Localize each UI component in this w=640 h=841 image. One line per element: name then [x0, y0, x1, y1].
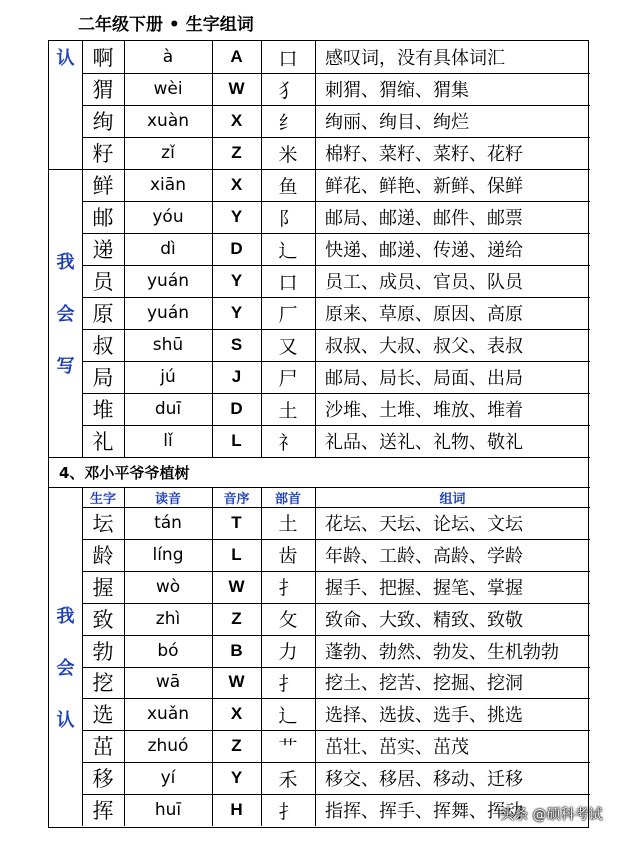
cell-words: 移交、移居、移动、迁移 — [325, 769, 523, 791]
cell-pinyin: yóu — [152, 207, 184, 227]
cell-char: 猬 — [92, 78, 114, 102]
cell-radical: 力 — [278, 641, 298, 664]
cell-char: 移 — [92, 767, 114, 792]
cell-char: 致 — [92, 607, 114, 632]
column-header-pinyin: 读音 — [154, 491, 181, 507]
cell-char: 鲜 — [92, 174, 114, 198]
cell-radical: 扌 — [278, 800, 298, 823]
lesson-title: 4、邓小平爷爷植树 — [59, 463, 190, 482]
cell-letter: L — [231, 544, 242, 564]
cell-char: 原 — [92, 302, 114, 326]
cell-char: 堆 — [92, 398, 114, 422]
cell-letter: Y — [230, 207, 243, 226]
cell-letter: J — [231, 367, 242, 386]
cell-letter: L — [231, 431, 242, 450]
cell-radical: 礻 — [278, 431, 298, 454]
cell-radical: 辶 — [278, 704, 298, 727]
cell-char: 坛 — [92, 511, 114, 536]
cell-char: 叔 — [92, 334, 114, 358]
cell-pinyin: zhì — [155, 608, 181, 629]
cell-letter: X — [230, 111, 243, 130]
column-divider — [212, 487, 213, 826]
column-divider — [315, 487, 316, 826]
cell-pinyin: bó — [157, 640, 179, 661]
cell-radical: 又 — [278, 335, 298, 358]
cell-pinyin: wā — [155, 672, 181, 693]
column-header-radical: 部首 — [274, 491, 301, 507]
column-divider — [124, 487, 125, 826]
cell-letter: Z — [231, 143, 242, 162]
cell-radical: 口 — [278, 47, 298, 70]
cell-letter: W — [228, 576, 245, 596]
cell-radical: 尸 — [278, 367, 298, 390]
cell-letter: T — [231, 512, 242, 532]
cell-words: 年龄、工龄、高龄、学龄 — [325, 545, 523, 567]
cell-pinyin: zǐ — [161, 143, 175, 163]
column-divider — [124, 41, 125, 457]
cell-radical: 扌 — [278, 577, 298, 600]
cell-pinyin: yuán — [146, 303, 190, 323]
cell-words: 棉籽、菜籽、菜籽、花籽 — [325, 144, 523, 165]
column-divider — [82, 487, 83, 826]
cell-letter: S — [230, 335, 243, 354]
column-header-char: 生字 — [89, 491, 116, 507]
cell-words: 礼品、送礼、礼物、敬礼 — [325, 432, 523, 453]
cell-letter: D — [230, 239, 243, 258]
cell-words: 花坛、天坛、论坛、文坛 — [325, 513, 523, 535]
cell-letter: A — [230, 47, 243, 66]
cell-words: 快递、邮递、传递、递给 — [325, 240, 523, 261]
cell-radical: 犭 — [278, 79, 298, 102]
cell-pinyin: wèi — [153, 79, 183, 99]
cell-letter: Y — [230, 768, 243, 788]
cell-radical: 纟 — [278, 111, 298, 134]
vocabulary-table — [48, 40, 589, 828]
cell-char: 勃 — [92, 639, 114, 664]
cell-words: 茁壮、茁实、茁茂 — [325, 737, 469, 759]
cell-letter: X — [230, 704, 243, 724]
cell-char: 选 — [92, 703, 114, 728]
cell-char: 啊 — [92, 46, 114, 70]
cell-words: 挖土、挖苦、挖掘、挖洞 — [325, 673, 523, 695]
cell-char: 握 — [92, 575, 114, 600]
cell-char: 邮 — [92, 206, 114, 230]
cell-radical: 口 — [278, 271, 298, 294]
cell-char: 绚 — [92, 110, 114, 134]
cell-words: 沙堆、土堆、堆放、堆着 — [325, 400, 523, 421]
cell-letter: Y — [230, 303, 243, 322]
column-header-letter: 音序 — [223, 491, 250, 507]
cell-char: 递 — [92, 238, 114, 262]
cell-char: 局 — [92, 366, 114, 390]
cell-words: 邮局、邮递、邮件、邮票 — [325, 208, 523, 229]
column-divider — [261, 41, 262, 457]
cell-pinyin: xiān — [150, 175, 186, 195]
cell-letter: W — [228, 79, 245, 98]
cell-pinyin: yí — [160, 768, 176, 789]
group-label-recognize: 认 — [56, 48, 75, 69]
cell-char: 茁 — [92, 735, 114, 760]
cell-words: 蓬勃、勃然、勃发、生机勃勃 — [325, 641, 559, 663]
cell-pinyin: shū — [152, 335, 184, 355]
cell-words: 刺猬、猬缩、猬集 — [325, 80, 469, 101]
cell-letter: Y — [230, 271, 243, 290]
cell-radical: 土 — [278, 513, 298, 536]
cell-pinyin: xuàn — [146, 111, 190, 131]
cell-radical: 艹 — [278, 736, 298, 759]
cell-words: 叔叔、大叔、叔父、表叔 — [325, 336, 523, 357]
cell-char: 员 — [92, 270, 114, 294]
cell-pinyin: dì — [160, 239, 176, 259]
cell-radical: 阝 — [278, 207, 298, 230]
cell-char: 龄 — [92, 543, 114, 568]
cell-radical: 土 — [278, 399, 298, 422]
cell-words: 邮局、局长、局面、出局 — [325, 368, 523, 389]
cell-letter: Z — [231, 608, 242, 628]
cell-radical: 扌 — [278, 672, 298, 695]
cell-letter: W — [228, 672, 245, 692]
cell-radical: 齿 — [278, 545, 298, 568]
cell-pinyin: yuán — [146, 271, 190, 291]
cell-char: 礼 — [92, 430, 114, 454]
cell-pinyin: líng — [152, 544, 184, 565]
cell-letter: B — [230, 640, 243, 660]
cell-words: 鲜花、鲜艳、新鲜、保鲜 — [325, 176, 523, 197]
column-divider — [315, 41, 316, 457]
cell-pinyin: duī — [154, 399, 182, 419]
cell-pinyin: xuǎn — [146, 704, 190, 725]
cell-radical: 攵 — [278, 609, 298, 632]
cell-words: 员工、成员、官员、队员 — [325, 272, 523, 293]
cell-char: 挖 — [92, 671, 114, 696]
cell-pinyin: huī — [154, 800, 182, 821]
cell-pinyin: zhuó — [147, 736, 189, 757]
group-label-write: 我 会 写 — [56, 252, 75, 377]
cell-pinyin: lǐ — [163, 431, 173, 451]
cell-pinyin: jú — [160, 367, 176, 387]
group-label-recognize-2: 我 会 认 — [56, 605, 75, 731]
cell-letter: D — [230, 399, 243, 418]
cell-letter: X — [230, 175, 243, 194]
column-divider — [82, 41, 83, 457]
cell-words: 握手、把握、握笔、掌握 — [325, 577, 523, 599]
cell-words: 绚丽、绚目、绚烂 — [325, 112, 469, 133]
column-divider — [212, 41, 213, 457]
cell-letter: H — [230, 800, 243, 820]
cell-letter: Z — [231, 736, 242, 756]
cell-words: 感叹词，没有具体词汇 — [325, 48, 505, 69]
cell-pinyin: wò — [155, 576, 181, 597]
cell-pinyin: à — [162, 47, 174, 67]
cell-words: 原来、草原、原因、高原 — [325, 304, 523, 325]
cell-words: 选择、选拔、选手、挑选 — [325, 705, 523, 727]
cell-words: 致命、大致、精致、致敬 — [325, 609, 523, 631]
cell-radical: 厂 — [278, 303, 298, 326]
cell-words: 指挥、挥手、挥舞、挥动 — [325, 801, 523, 823]
cell-pinyin: tán — [154, 512, 182, 533]
watermark: 头条 @硕科考试 — [500, 807, 603, 823]
cell-char: 籽 — [92, 142, 114, 166]
column-divider — [261, 487, 262, 826]
column-header-words: 组词 — [439, 491, 466, 507]
cell-radical: 辶 — [278, 239, 298, 262]
cell-radical: 禾 — [278, 768, 298, 791]
cell-radical: 鱼 — [278, 175, 298, 198]
page-title: 二年级下册 • 生字组词 — [78, 15, 254, 35]
cell-radical: 米 — [278, 143, 298, 166]
cell-char: 挥 — [92, 799, 114, 824]
